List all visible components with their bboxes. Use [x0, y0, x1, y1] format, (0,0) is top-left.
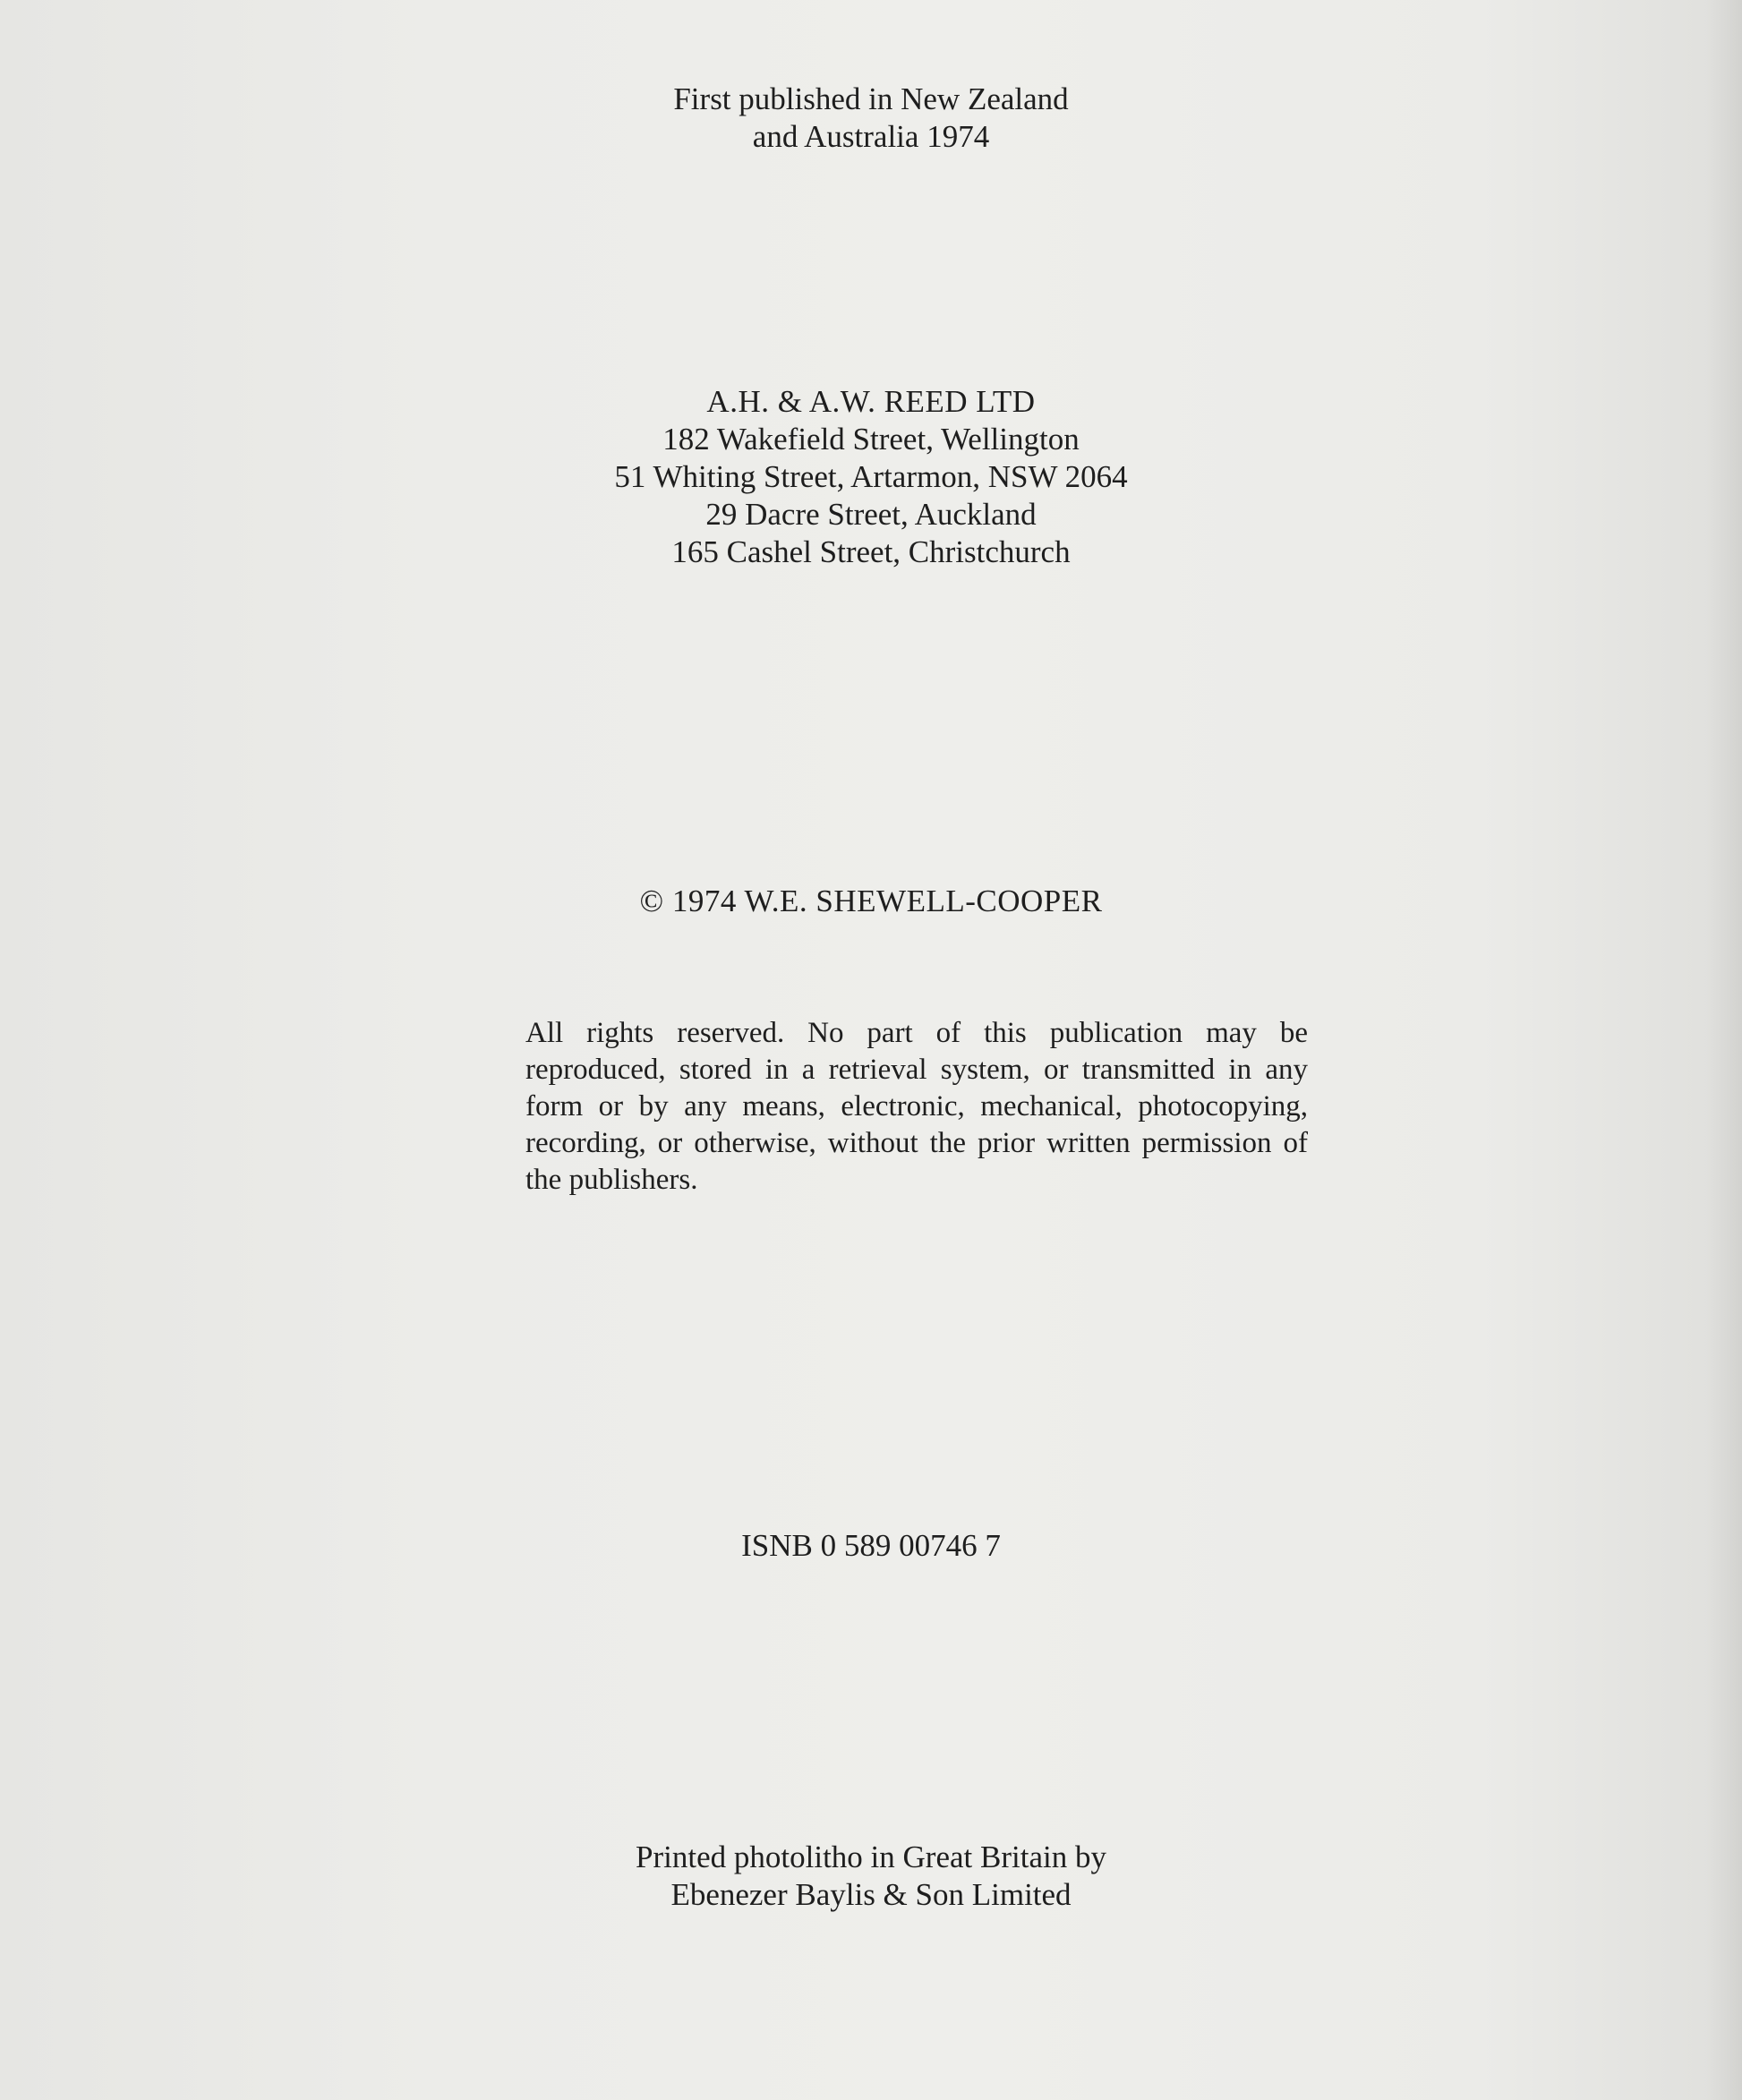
publisher-address: 51 Whiting Street, Artarmon, NSW 2064	[614, 459, 1128, 494]
first-published-line: First published in New Zealand	[673, 81, 1069, 116]
publisher-address: 182 Wakefield Street, Wellington	[662, 422, 1080, 457]
copyright-notice: © 1974 W.E. SHEWELL-COOPER	[639, 884, 1103, 918]
first-published-notice	[0, 81, 1742, 156]
first-published-line: and Australia 1974	[752, 119, 990, 154]
printer-line: Ebenezer Baylis & Son Limited	[670, 1877, 1072, 1912]
isbn-number: ISNB 0 589 00746 7	[741, 1528, 1001, 1563]
publisher-block	[0, 383, 1742, 571]
rights-statement: All rights reserved. No part of this publication may be reproduced, stored in a retrieval system, or transmitted in any form or by any means, electronic, mechanical, photocopying, recording, or otherwise, without the prior written permission of the publishers.	[525, 1017, 1308, 1196]
printer-credit	[0, 1839, 1742, 1914]
publisher-address: 165 Cashel Street, Christchurch	[671, 534, 1071, 569]
page-edge-shadow	[1706, 0, 1742, 2100]
publisher-name: A.H. & A.W. REED LTD	[706, 384, 1036, 419]
publisher-address: 29 Dacre Street, Auckland	[705, 497, 1037, 532]
printer-line: Printed photolitho in Great Britain by	[636, 1840, 1106, 1874]
